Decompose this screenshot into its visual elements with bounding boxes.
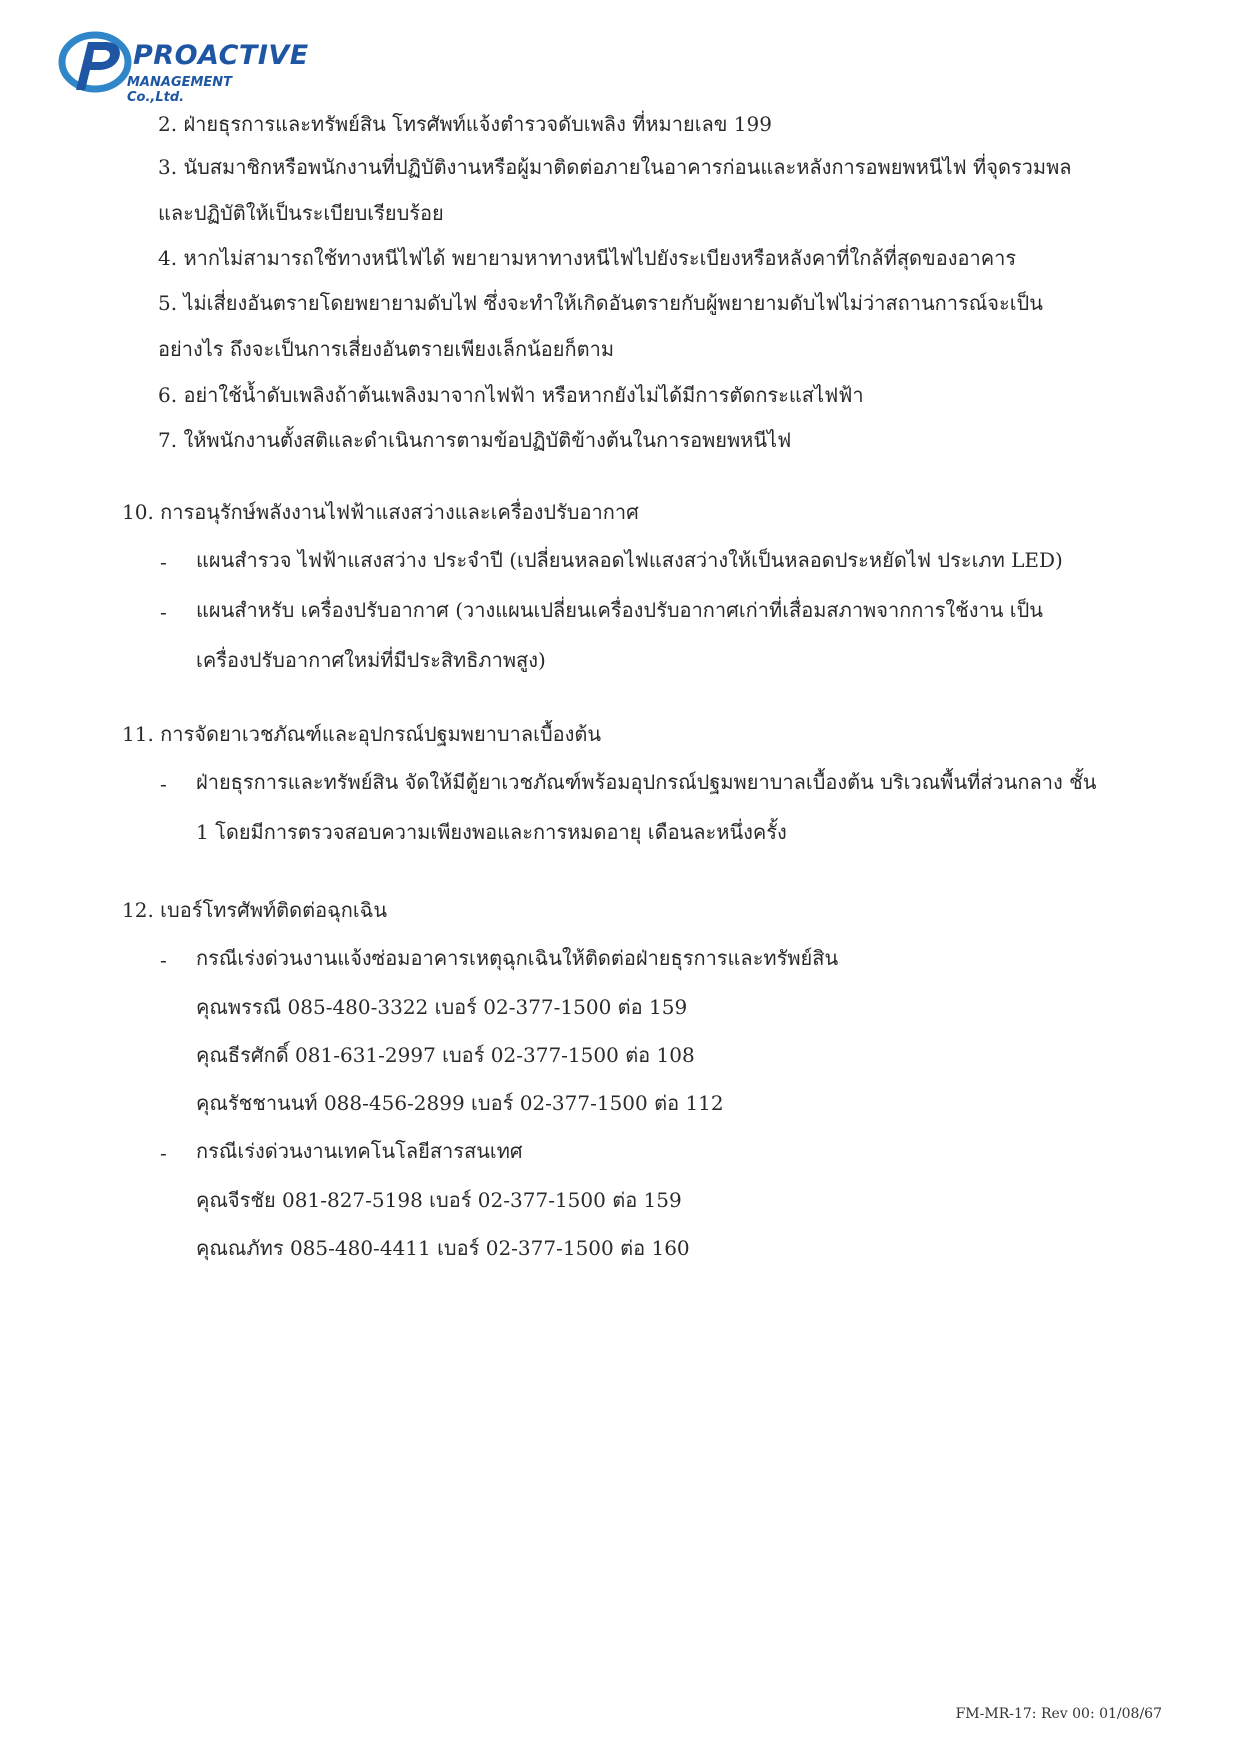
proactive-logo-icon (58, 28, 138, 98)
section-12-item-1: กรณีเร่งด่วนงานแจ้งซ่อมอาคารเหตุฉุกเฉินให้ติดต่อฝ่ายธุรการและทรัพย์สิน (196, 946, 839, 970)
fire-step-5-cont: อย่างไร ถึงจะเป็นการเสี่ยงอันตรายเพียงเล็กน้อยก็ตาม (158, 337, 615, 361)
logo-name: PROACTIVE (133, 40, 309, 71)
section-10-item-1: แผนสำรวจ ไฟฟ้าแสงสว่าง ประจำปี (เปลี่ยนหลอดไฟแสงสว่างให้เป็นหลอดประหยัดไฟ ประเภท LED) (196, 548, 1063, 572)
section-12-bullet-1: - (160, 948, 167, 972)
contact-ratchanon: คุณรัชชานนท์ 088-456-2899 เบอร์ 02-377-1500 ต่อ 112 (196, 1091, 724, 1115)
section-11-item-1: ฝ่ายธุรการและทรัพย์สิน จัดให้มีตู้ยาเวชภัณฑ์พร้อมอุปกรณ์ปฐมพยาบาลเบื้องต้น บริเวณพื้นที่ส่วนกลาง ชั้น (196, 770, 1097, 794)
section-11-item-1-cont: 1 โดยมีการตรวจสอบความเพียงพอและการหมดอายุ เดือนละหนึ่งครั้ง (196, 820, 787, 844)
fire-step-5: 5. ไม่เสี่ยงอันตรายโดยพยายามดับไฟ ซึ่งจะทำให้เกิดอันตรายกับผู้พยายามดับไฟไม่ว่าสถานการณ์จะเป็น (158, 291, 1043, 315)
contact-teerasak: คุณธีรศักดิ์ 081-631-2997 เบอร์ 02-377-1500 ต่อ 108 (196, 1043, 695, 1067)
section-11-bullet-1: - (160, 772, 167, 796)
contact-napat: คุณณภัทร 085-480-4411 เบอร์ 02-377-1500 ต่อ 160 (196, 1236, 690, 1260)
contact-jeerachai: คุณจีรชัย 081-827-5198 เบอร์ 02-377-1500 ต่อ 159 (196, 1188, 682, 1212)
section-10-bullet-1: - (160, 550, 167, 574)
company-logo (58, 28, 309, 105)
section-10-item-2-cont: เครื่องปรับอากาศใหม่ที่มีประสิทธิภาพสูง) (196, 648, 546, 672)
section-10-bullet-2: - (160, 600, 167, 624)
fire-step-6: 6. อย่าใช้น้ำดับเพลิงถ้าต้นเพลิงมาจากไฟฟ้า หรือหากยังไม่ได้มีการตัดกระแสไฟฟ้า (158, 383, 864, 407)
contact-pannee: คุณพรรณี 085-480-3322 เบอร์ 02-377-1500 ต่อ 159 (196, 995, 688, 1019)
fire-step-3-cont: และปฏิบัติให้เป็นระเบียบเรียบร้อย (158, 201, 444, 225)
fire-step-4: 4. หากไม่สามารถใช้ทางหนีไฟได้ พยายามหาทางหนีไฟไปยังระเบียงหรือหลังคาที่ใกล้ที่สุดของอาคาร (158, 246, 1017, 270)
section-10-item-2: แผนสำหรับ เครื่องปรับอากาศ (วางแผนเปลี่ยนเครื่องปรับอากาศเก่าที่เสื่อมสภาพจากการใช้งาน เป็น (196, 598, 1043, 622)
document-code: FM-MR-17: Rev 00: 01/08/67 (955, 1706, 1162, 1722)
section-11-heading: 11. การจัดยาเวชภัณฑ์และอุปกรณ์ปฐมพยาบาลเบื้องต้น (122, 722, 602, 746)
section-10-heading: 10. การอนุรักษ์พลังงานไฟฟ้าแสงสว่างและเครื่องปรับอากาศ (122, 500, 639, 524)
section-12-bullet-2: - (160, 1141, 167, 1165)
fire-step-2: 2. ฝ่ายธุรการและทรัพย์สิน โทรศัพท์แจ้งตำรวจดับเพลิง ที่หมายเลข 199 (158, 112, 772, 136)
section-12-item-2: กรณีเร่งด่วนงานเทคโนโลยีสารสนเทศ (196, 1139, 523, 1163)
logo-subtitle: MANAGEMENT Co.,Ltd. (127, 75, 233, 105)
fire-step-7: 7. ให้พนักงานตั้งสติและดำเนินการตามข้อปฏิบัติข้างต้นในการอพยพหนีไฟ (158, 428, 792, 452)
section-12-heading: 12. เบอร์โทรศัพท์ติดต่อฉุกเฉิน (122, 898, 388, 922)
fire-step-3: 3. นับสมาชิกหรือพนักงานที่ปฏิบัติงานหรือผู้มาติดต่อภายในอาคารก่อนและหลังการอพยพหนีไฟ ที่จุดรวมพล (158, 155, 1072, 179)
